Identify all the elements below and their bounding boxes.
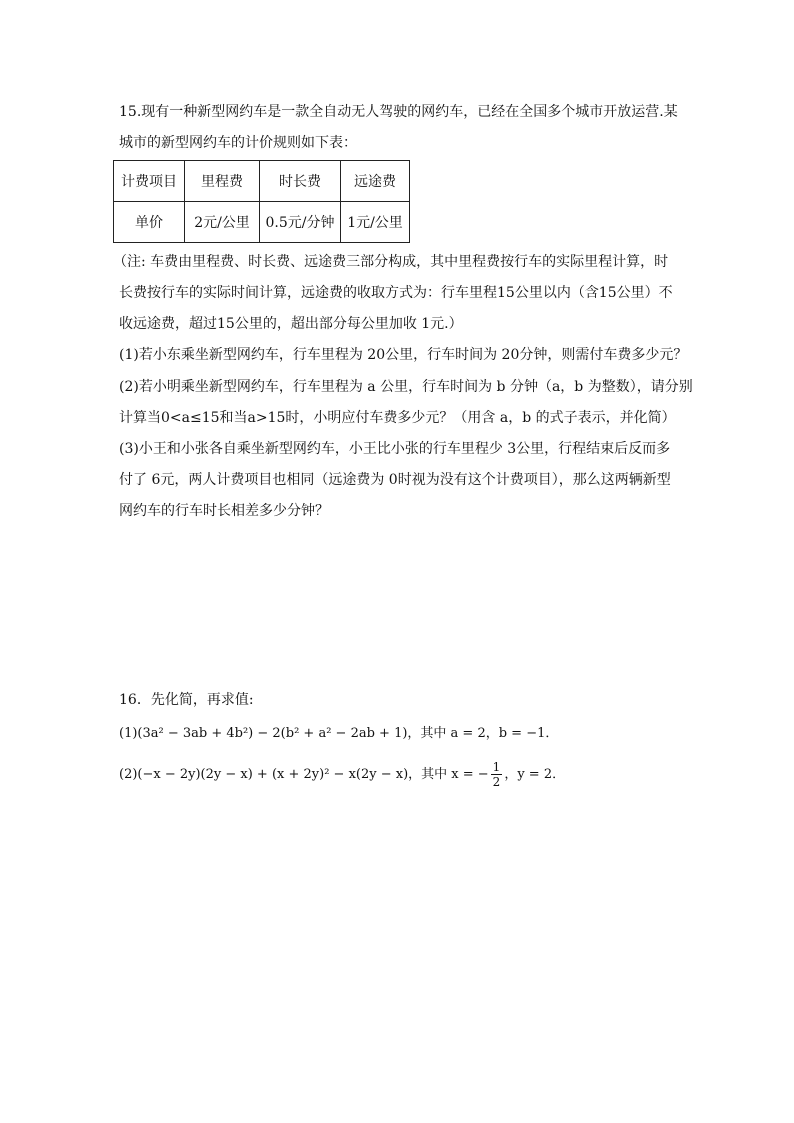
q16-sub2-condition: ，y = 2． [504, 767, 566, 782]
q16-title: 16．先化简，再求值: [119, 692, 254, 708]
table-header-row [114, 161, 410, 202]
table-cell: 单价 [114, 202, 185, 243]
fraction-numerator: 1 [492, 760, 501, 774]
table-header-cell: 计费项目 [114, 161, 185, 202]
q15-note-line-1: （注: 车费由里程费、时长费、远途费三部分构成，其中里程费按行车的实际里程计算，时 [113, 254, 669, 270]
table-header-cell: 远途费 [341, 161, 410, 202]
q15-stem-line-2: 城市的新型网约车的计价规则如下表： [119, 135, 357, 151]
q16-subquestion-1: (1)(3a² − 3ab + 4b²) − 2(b² + a² − 2ab + 1)，其中 a = 2，b = −1． [119, 726, 559, 741]
q15-subquestion-3-line-2: 付了 6元，两人计费项目也相同（远途费为 0时视为没有这个计费项目），那么这两辆新型 [119, 472, 671, 488]
table-cell: 2元/公里 [185, 202, 260, 243]
q16-subquestion-2 [119, 760, 679, 789]
q16-sub2-expression: (2)(−x − 2y)(2y − x) + (x + 2y)² − x(2y − x)，其中 x = − [119, 767, 489, 782]
q15-stem-line-1: 15.现有一种新型网约车是一款全自动无人驾驶的网约车，已经在全国多个城市开放运营.某 [119, 104, 678, 120]
q15-subquestion-3-line-1: (3)小王和小张各自乘坐新型网约车，小王比小张的行车里程少 3公里，行程结束后反而多 [119, 441, 671, 457]
table-cell: 0.5元/分钟 [260, 202, 341, 243]
q15-subquestion-3-line-3: 网约车的行车时长相差多少分钟？ [119, 503, 329, 519]
q15-note-line-2: 长费按行车的实际时间计算，远途费的收取方式为：行车里程15公里以内（含15公里）不 [119, 285, 673, 301]
q15-note-line-3: 收远途费，超过15公里的，超出部分每公里加收 1元.） [119, 316, 463, 332]
q15-subquestion-2-line-2: 计算当0<a≤15和当a>15时，小明应付车费多少元？（用含 a，b 的式子表示，并化简） [119, 410, 676, 426]
pricing-table [113, 160, 410, 243]
table-row [114, 202, 410, 243]
q15-subquestion-1: (1)若小东乘坐新型网约车，行车里程为 20公里，行车时间为 20分钟，则需付车费多少元？ [119, 347, 688, 363]
fraction [491, 760, 503, 789]
table-header-cell: 里程费 [185, 161, 260, 202]
fraction-denominator: 2 [492, 775, 501, 789]
q15-subquestion-2-line-1: (2)若小明乘坐新型网约车，行车里程为 a 公里，行车时间为 b 分钟（a，b 为整数），请分别 [119, 379, 693, 395]
table-cell: 1元/公里 [341, 202, 410, 243]
table-header-cell: 时长费 [260, 161, 341, 202]
